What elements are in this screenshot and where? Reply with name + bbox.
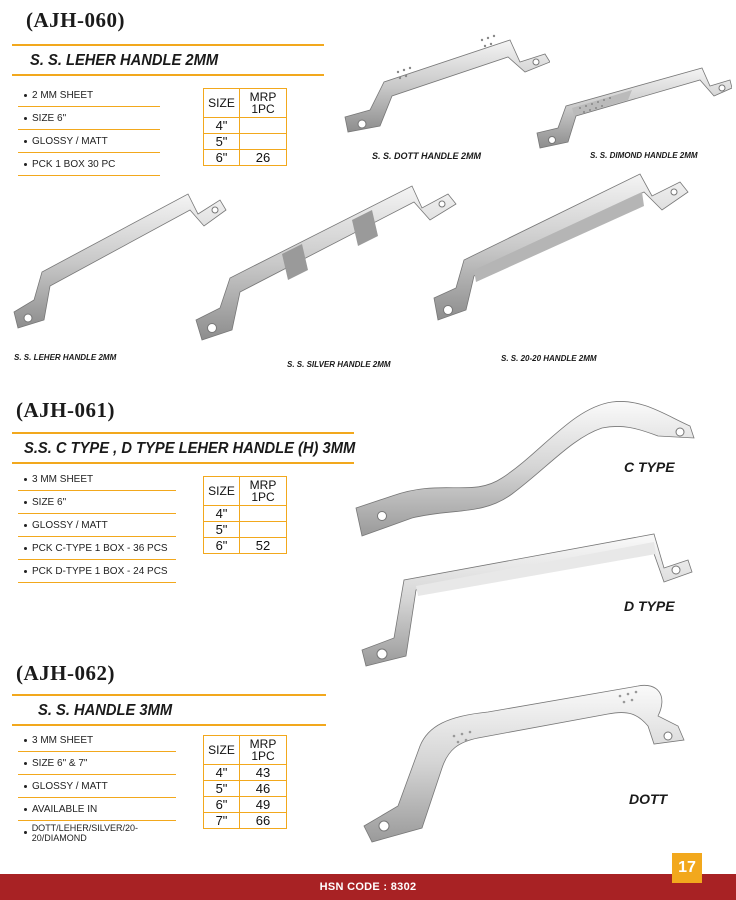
size-cell: 5" (204, 522, 240, 538)
size-header: SIZE (204, 89, 240, 118)
section-title: S.S. C TYPE , D TYPE LEHER HANDLE (H) 3MM (24, 440, 356, 457)
spec-list (18, 84, 160, 176)
caption-c-type: C TYPE (624, 459, 675, 475)
spec-item: 2 MM SHEET (18, 84, 160, 107)
mrp-header: MRP 1PC (240, 736, 287, 765)
caption-dott: DOTT (629, 791, 668, 807)
caption-leher-handle: S. S. LEHER HANDLE 2MM (14, 353, 117, 362)
size-cell: 4" (204, 506, 240, 522)
price-cell (240, 134, 287, 150)
spec-item: GLOSSY / MATT (18, 514, 176, 537)
size-cell: 4" (204, 765, 240, 781)
price-table (203, 88, 287, 166)
size-header: SIZE (204, 736, 240, 765)
section-code: (AJH-062) (16, 661, 115, 685)
spec-item: 3 MM SHEET (18, 468, 176, 491)
spec-list (18, 729, 176, 844)
price-cell: 49 (240, 797, 287, 813)
size-cell: 6" (204, 538, 240, 554)
spec-item: GLOSSY / MATT (18, 775, 176, 798)
price-cell: 46 (240, 781, 287, 797)
size-cell: 7" (204, 813, 240, 829)
price-table (203, 476, 287, 554)
spec-item: PCK C-TYPE 1 BOX - 36 PCS (18, 537, 176, 560)
price-cell: 26 (240, 150, 287, 166)
price-cell: 52 (240, 538, 287, 554)
caption-dott-handle: S. S. DOTT HANDLE 2MM (372, 151, 482, 161)
size-cell: 5" (204, 134, 240, 150)
caption-diamond-handle: S. S. DIMOND HANDLE 2MM (590, 151, 698, 160)
size-header: SIZE (204, 477, 240, 506)
size-cell: 6" (204, 797, 240, 813)
spec-item: AVAILABLE IN (18, 798, 176, 821)
price-cell: 43 (240, 765, 287, 781)
silver-handle-2mm-image (192, 180, 462, 345)
spec-item: GLOSSY / MATT (18, 130, 160, 153)
section-title: S. S. LEHER HANDLE 2MM (30, 52, 219, 69)
spec-item: PCK 1 BOX 30 PC (18, 153, 160, 176)
spec-item: SIZE 6" (18, 491, 176, 514)
caption-d-type: D TYPE (624, 598, 675, 614)
spec-item: DOTT/LEHER/SILVER/20-20/DIAMOND (18, 821, 176, 844)
section-code: (AJH-060) (26, 8, 125, 32)
price-cell (240, 522, 287, 538)
d-type-handle-image (356, 520, 696, 670)
size-cell: 6" (204, 150, 240, 166)
caption-silver-handle: S. S. SILVER HANDLE 2MM (287, 360, 391, 369)
dott-handle-3mm-image (358, 676, 698, 846)
spec-list (18, 468, 176, 583)
size-cell: 4" (204, 118, 240, 134)
caption-2020-handle: S. S. 20-20 HANDLE 2MM (501, 354, 597, 363)
price-cell (240, 118, 287, 134)
spec-item: 3 MM SHEET (18, 729, 176, 752)
price-table (203, 735, 287, 829)
mrp-header: MRP 1PC (240, 477, 287, 506)
mrp-header: MRP 1PC (240, 89, 287, 118)
size-cell: 5" (204, 781, 240, 797)
spec-item: SIZE 6" (18, 107, 160, 130)
price-cell (240, 506, 287, 522)
section-title: S. S. HANDLE 3MM (38, 702, 173, 719)
section-code: (AJH-061) (16, 398, 115, 422)
diamond-handle-2mm-image (532, 58, 732, 158)
page-number: 17 (672, 853, 702, 883)
dott-handle-2mm-image (340, 22, 550, 142)
footer-bar (0, 874, 736, 900)
twenty-twenty-handle-2mm-image (430, 170, 700, 335)
hsn-code: HSN CODE : 8302 (319, 881, 417, 893)
spec-item: PCK D-TYPE 1 BOX - 24 PCS (18, 560, 176, 583)
price-cell: 66 (240, 813, 287, 829)
spec-item: SIZE 6" & 7" (18, 752, 176, 775)
